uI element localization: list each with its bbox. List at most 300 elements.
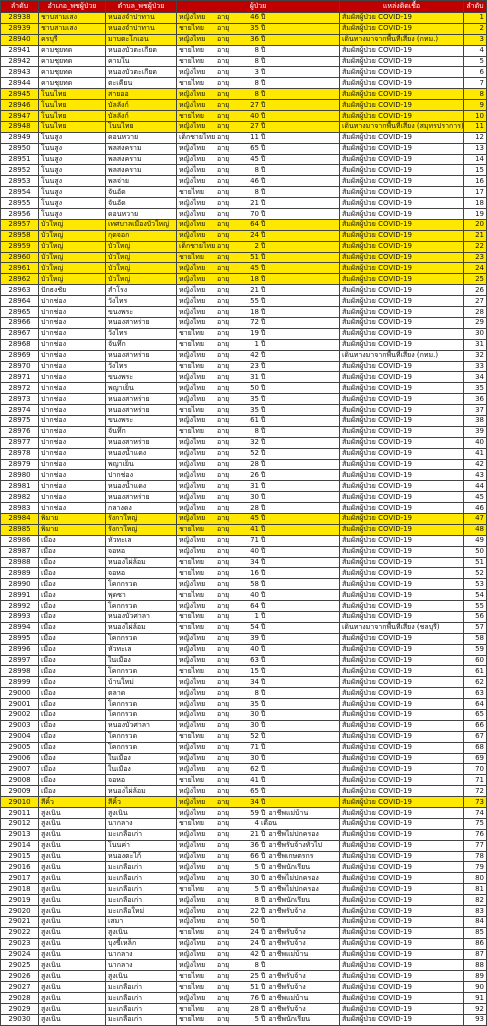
age-label: อายุ [217,492,230,501]
district-cell: เมือง [39,666,106,677]
patient-gender: หญิงไทย [179,786,206,795]
case-number-cell: 28964 [1,296,39,307]
case-number-cell: 29022 [1,927,39,938]
case-number-cell: 28962 [1,274,39,285]
age-unit: ปี [261,764,266,773]
age-value: 8 [254,895,259,904]
age-label: อายุ [217,764,230,773]
age-unit: ปี [261,351,266,360]
table-row [1,274,487,285]
age-value: 40 [250,590,259,599]
sequence-cell: 59 [464,644,487,655]
source-cell: สัมผัสผู้ป่วย COVID-19 [340,851,464,862]
patient-cell [177,982,340,993]
age-value: 15 [250,666,259,675]
patient-cell [177,23,340,34]
age-unit: ปี [261,187,266,196]
district-cell: ชาบสามเสง [39,23,106,34]
source-cell: สัมผัสผู้ป่วย COVID-19 [340,132,464,143]
age-value: 35 [250,24,259,33]
patient-cell [177,666,340,677]
sequence-cell: 18 [464,198,487,209]
age-label: อายุ [217,470,230,479]
patient-gender: ชายไทย [179,666,205,675]
age-value: 34 [250,797,259,806]
sequence-cell: 13 [464,143,487,154]
subdistrict-cell: หนองสาหร่าย [106,405,177,416]
district-cell: เมือง [39,720,106,731]
age-value: 46 [250,13,259,22]
table-row [1,296,487,307]
subdistrict-cell: กุดจอก [106,230,177,241]
age-unit: ปี [261,231,266,240]
age-value: 27 [250,122,259,131]
age-value: 23 [250,361,259,370]
patient-gender: หญิงไทย [179,688,206,697]
sequence-cell: 51 [464,557,487,568]
sequence-cell: 49 [464,535,487,546]
sequence-cell: 29 [464,317,487,328]
patient-gender: ชายไทย [179,340,205,349]
sequence-cell: 65 [464,710,487,721]
age-value: 24 [250,231,259,240]
age-value: 26 [250,470,259,479]
age-label: อายุ [217,797,230,806]
table-row [1,448,487,459]
age-value: 40 [250,111,259,120]
patient-gender: หญิงไทย [179,263,206,272]
sequence-cell: 64 [464,699,487,710]
age-label: อายุ [217,601,230,610]
patient-gender: หญิงไทย [179,710,206,719]
age-unit: ปี [261,1004,266,1013]
sequence-cell: 52 [464,568,487,579]
patient-gender: หญิงไทย [179,514,206,523]
table-row [1,56,487,67]
age-unit: ปี [261,24,266,33]
table-row [1,775,487,786]
case-number-cell: 28995 [1,633,39,644]
age-label: อายุ [217,67,230,76]
age-value: 8 [254,688,259,697]
patient-cell [177,187,340,198]
subdistrict-cell: บัวใหญ่ [106,241,177,252]
age-unit: ปี [261,198,266,207]
age-unit: ปี [261,645,266,654]
age-unit: ปี [261,939,266,948]
subdistrict-cell: หนองจำปาทาน [106,23,177,34]
patient-cell [177,622,340,633]
age-value: 34 [250,677,259,686]
age-unit: ปี [261,710,266,719]
district-cell: เมือง [39,775,106,786]
patient-gender: ชายไทย [179,253,205,262]
patient-gender: หญิงไทย [179,808,206,817]
sequence-cell: 4 [464,45,487,56]
source-cell: สัมผัสผู้ป่วย COVID-19 [340,241,464,252]
age-label: อายุ [217,688,230,697]
table-row [1,622,487,633]
case-number-cell: 28994 [1,622,39,633]
source-cell: สัมผัสผู้ป่วย COVID-19 [340,829,464,840]
occupation: อาชีพเกษตรกร [268,852,314,861]
subdistrict-cell: โคกกรวด [106,699,177,710]
age-value: 2 [254,242,259,251]
subdistrict-cell: พลสงคราม [106,165,177,176]
subdistrict-cell: พลจ่าย [106,176,177,187]
age-value: 63 [250,656,259,665]
age-label: อายุ [217,46,230,55]
source-cell: สัมผัสผู้ป่วย COVID-19 [340,372,464,383]
case-number-cell: 28969 [1,350,39,361]
source-cell: สัมผัสผู้ป่วย COVID-19 [340,437,464,448]
district-cell: เมือง [39,753,106,764]
age-value: 71 [250,536,259,545]
sequence-cell: 60 [464,655,487,666]
case-number-cell: 29023 [1,938,39,949]
age-unit: ปี [261,13,266,22]
sequence-cell: 41 [464,448,487,459]
subdistrict-cell: หนองบัวตะเกียด [106,45,177,56]
age-label: อายุ [217,645,230,654]
age-value: 51 [250,253,259,262]
subdistrict-cell: หนองไผ่ล้อม [106,786,177,797]
sequence-cell: 78 [464,851,487,862]
case-number-cell: 28943 [1,67,39,78]
sequence-cell: 2 [464,23,487,34]
sequence-cell: 12 [464,132,487,143]
age-label: อายุ [217,318,230,327]
age-unit: ปี [261,427,266,436]
patient-cell [177,677,340,688]
subdistrict-cell: มะเกลือเก่า [106,1004,177,1015]
patient-gender: ชายไทย [179,46,205,55]
age-value: 8 [254,46,259,55]
subdistrict-cell: ในเมือง [106,764,177,775]
case-number-cell: 28957 [1,219,39,230]
table-row [1,78,487,89]
subdistrict-cell: นากลาง [106,960,177,971]
sequence-cell: 37 [464,405,487,416]
subdistrict-cell: ขนงพระ [106,415,177,426]
case-number-cell: 29002 [1,710,39,721]
age-label: อายุ [217,220,230,229]
sequence-cell: 58 [464,633,487,644]
age-label: อายุ [217,231,230,240]
district-cell: พิมาย [39,513,106,524]
source-cell: สัมผัสผู้ป่วย COVID-19 [340,165,464,176]
age-label: อายุ [217,78,230,87]
age-label: อายุ [217,514,230,523]
sequence-cell: 68 [464,742,487,753]
patient-cell [177,100,340,111]
subdistrict-cell: โคกกรวด [106,710,177,721]
case-number-cell: 28959 [1,241,39,252]
source-cell: สัมผัสผู้ป่วย COVID-19 [340,263,464,274]
sequence-cell: 16 [464,176,487,187]
age-label: อายุ [217,383,230,392]
patient-cell [177,546,340,557]
case-number-cell: 29009 [1,786,39,797]
age-value: 31 [250,372,259,381]
district-cell: คามชุยทด [39,45,106,56]
table-row [1,535,487,546]
age-unit: เดือน [261,819,277,828]
occupation: อาชีพแม่บ้าน [268,950,309,959]
case-number-cell: 28981 [1,481,39,492]
district-cell: โนนสูง [39,165,106,176]
patient-cell [177,851,340,862]
sequence-cell: 85 [464,927,487,938]
subdistrict-cell: โคกกรวด [106,666,177,677]
age-label: อายุ [217,950,230,959]
header-row [1,1,487,13]
district-cell: สูงเนิน [39,808,106,819]
source-cell: สัมผัสผู้ป่วย COVID-19 [340,699,464,710]
age-label: อายุ [217,808,230,817]
district-cell: สูงเนิน [39,949,106,960]
age-unit: ปี [261,895,266,904]
patient-gender: หญิงไทย [179,645,206,654]
patient-gender: หญิงไทย [179,307,206,316]
source-cell: สัมผัสผู้ป่วย COVID-19 [340,89,464,100]
age-label: อายุ [217,754,230,763]
table-row [1,971,487,982]
subdistrict-cell: โคกกรวด [106,601,177,612]
age-label: อายุ [217,1015,230,1024]
patient-cell [177,503,340,514]
age-unit: ปี [261,688,266,697]
subdistrict-cell: จอหอ [106,568,177,579]
district-cell: ชาบสามเสง [39,13,106,24]
subdistrict-cell: หนองสาหร่าย [106,492,177,503]
sequence-cell: 87 [464,949,487,960]
subdistrict-cell: บัวใหญ่ [106,252,177,263]
patient-cell [177,524,340,535]
age-value: 35 [250,394,259,403]
district-cell: เมือง [39,633,106,644]
age-value: 65 [250,144,259,153]
patient-gender: หญิงไทย [179,231,206,240]
sequence-cell: 88 [464,960,487,971]
district-cell: บัวใหญ่ [39,252,106,263]
case-number-cell: 28958 [1,230,39,241]
age-unit: ปี [261,89,266,98]
age-label: อายุ [217,1004,230,1013]
district-cell: สูงเนิน [39,982,106,993]
age-value: 41 [250,525,259,534]
source-cell: สัมผัสผู้ป่วย COVID-19 [340,666,464,677]
subdistrict-cell: เทศบาลเมืองบัวใหญ่ [106,219,177,230]
age-value: 50 [250,383,259,392]
case-number-cell: 29012 [1,818,39,829]
source-cell: สัมผัสผู้ป่วย COVID-19 [340,1014,464,1025]
table-row [1,840,487,851]
subdistrict-cell: มะเกลือเก่า [106,895,177,906]
sequence-cell: 27 [464,296,487,307]
patient-gender: ชายไทย [179,819,205,828]
district-cell: เมือง [39,688,106,699]
age-label: อายุ [217,906,230,915]
source-cell: สัมผัสผู้ป่วย COVID-19 [340,339,464,350]
source-cell: สัมผัสผู้ป่วย COVID-19 [340,993,464,1004]
district-cell: บัวใหญ่ [39,241,106,252]
source-cell: สัมผัสผู้ป่วย COVID-19 [340,13,464,24]
patient-gender: ชายไทย [179,1004,205,1013]
patient-cell [177,350,340,361]
case-number-cell: 28979 [1,459,39,470]
patient-cell [177,121,340,132]
case-number-cell: 29014 [1,840,39,851]
district-cell: ปากช่อง [39,405,106,416]
occupation: อาชีพแม่บ้าน [268,993,309,1002]
source-cell: สัมผัสผู้ป่วย COVID-19 [340,601,464,612]
patient-gender: ชายไทย [179,590,205,599]
patient-gender: หญิงไทย [179,743,206,752]
subdistrict-cell: ตลาด [106,688,177,699]
subdistrict-cell: เสมา [106,916,177,927]
case-number-cell: 29000 [1,688,39,699]
source-cell: สัมผัสผู้ป่วย COVID-19 [340,677,464,688]
case-number-cell: 28939 [1,23,39,34]
sequence-cell: 32 [464,350,487,361]
sequence-cell: 30 [464,328,487,339]
subdistrict-cell: กลางดง [106,503,177,514]
patient-cell [177,372,340,383]
case-number-cell: 28947 [1,111,39,122]
patient-gender: หญิงไทย [179,35,206,44]
source-cell: เดินทางมาจากพื้นที่เสี่ยง (กทม.) [340,34,464,45]
patient-gender: หญิงไทย [179,993,206,1002]
sequence-cell: 39 [464,426,487,437]
source-cell: สัมผัสผู้ป่วย COVID-19 [340,209,464,220]
sequence-cell: 36 [464,394,487,405]
case-number-cell: 29028 [1,993,39,1004]
case-number-cell: 28982 [1,492,39,503]
sequence-cell: 66 [464,720,487,731]
source-cell: สัมผัสผู้ป่วย COVID-19 [340,546,464,557]
table-row [1,590,487,601]
patient-cell [177,317,340,328]
district-cell: สูงเนิน [39,1004,106,1015]
case-number-cell: 29005 [1,742,39,753]
patient-gender: ชายไทย [179,111,205,120]
subdistrict-cell: มะเกลือเก่า [106,993,177,1004]
table-row [1,132,487,143]
table-row [1,1004,487,1015]
subdistrict-cell: มาบตะโกเอน [106,34,177,45]
age-value: 72 [250,318,259,327]
subdistrict-cell: นากลาง [106,949,177,960]
patient-cell [177,753,340,764]
age-unit: ปี [261,797,266,806]
table-row [1,263,487,274]
age-unit: ปี [261,906,266,915]
table-row [1,143,487,154]
age-unit: ปี [261,666,266,675]
age-unit: ปี [261,470,266,479]
header-source: แหล่งติดเชื้อ [340,1,464,13]
subdistrict-cell: ดอนหวาย [106,209,177,220]
age-unit: ปี [261,656,266,665]
table-row [1,611,487,622]
sequence-cell: 92 [464,1004,487,1015]
age-label: อายุ [217,677,230,686]
case-number-cell: 28956 [1,209,39,220]
district-cell: สูงเนิน [39,829,106,840]
age-unit: ปี [261,133,266,142]
case-number-cell: 28998 [1,666,39,677]
age-unit: ปี [261,721,266,730]
source-cell: สัมผัสผู้ป่วย COVID-19 [340,590,464,601]
subdistrict-cell: ในเมือง [106,655,177,666]
subdistrict-cell: หัวทะเล [106,644,177,655]
subdistrict-cell: โคกกรวด [106,731,177,742]
sequence-cell: 83 [464,906,487,917]
table-row [1,503,487,514]
patient-gender: หญิงไทย [179,547,206,556]
patient-gender: หญิงไทย [179,852,206,861]
sequence-cell: 40 [464,437,487,448]
occupation: อาชีพรับจ้างทั่วไป [268,841,323,850]
subdistrict-cell: สูงเนิน [106,808,177,819]
district-cell: ปากช่อง [39,459,106,470]
sequence-cell: 50 [464,546,487,557]
district-cell: ปากช่อง [39,481,106,492]
patient-cell [177,241,340,252]
age-label: อายุ [217,57,230,66]
patient-cell [177,361,340,372]
subdistrict-cell: ขนงพระ [106,372,177,383]
source-cell: สัมผัสผู้ป่วย COVID-19 [340,808,464,819]
patient-cell [177,45,340,56]
age-value: 27 [250,100,259,109]
district-cell: ปากช่อง [39,383,106,394]
age-label: อายุ [217,449,230,458]
age-unit: ปี [261,67,266,76]
age-label: อายุ [217,917,230,926]
table-row [1,165,487,176]
table-row [1,982,487,993]
case-number-cell: 28948 [1,121,39,132]
subdistrict-cell: บ้านใหม่ [106,677,177,688]
patient-gender: ชายไทย [179,982,205,991]
age-value: 35 [250,405,259,414]
age-unit: ปี [261,971,266,980]
age-value: 19 [250,329,259,338]
case-number-cell: 28989 [1,568,39,579]
age-label: อายุ [217,819,230,828]
district-cell: ปากช่อง [39,503,106,514]
age-value: 55 [250,296,259,305]
table-row [1,481,487,492]
age-unit: ปี [261,155,266,164]
case-number-cell: 28996 [1,644,39,655]
source-cell: สัมผัสผู้ป่วย COVID-19 [340,405,464,416]
sequence-cell: 74 [464,808,487,819]
case-number-cell: 29011 [1,808,39,819]
patient-gender: หญิงไทย [179,449,206,458]
case-number-cell: 28952 [1,165,39,176]
patient-gender: ชายไทย [179,427,205,436]
case-number-cell: 28940 [1,34,39,45]
patient-gender: หญิงไทย [179,656,206,665]
case-number-cell: 28945 [1,89,39,100]
age-label: อายุ [217,721,230,730]
case-number-cell: 29030 [1,1014,39,1025]
age-unit: ปี [261,383,266,392]
age-value: 8 [254,78,259,87]
